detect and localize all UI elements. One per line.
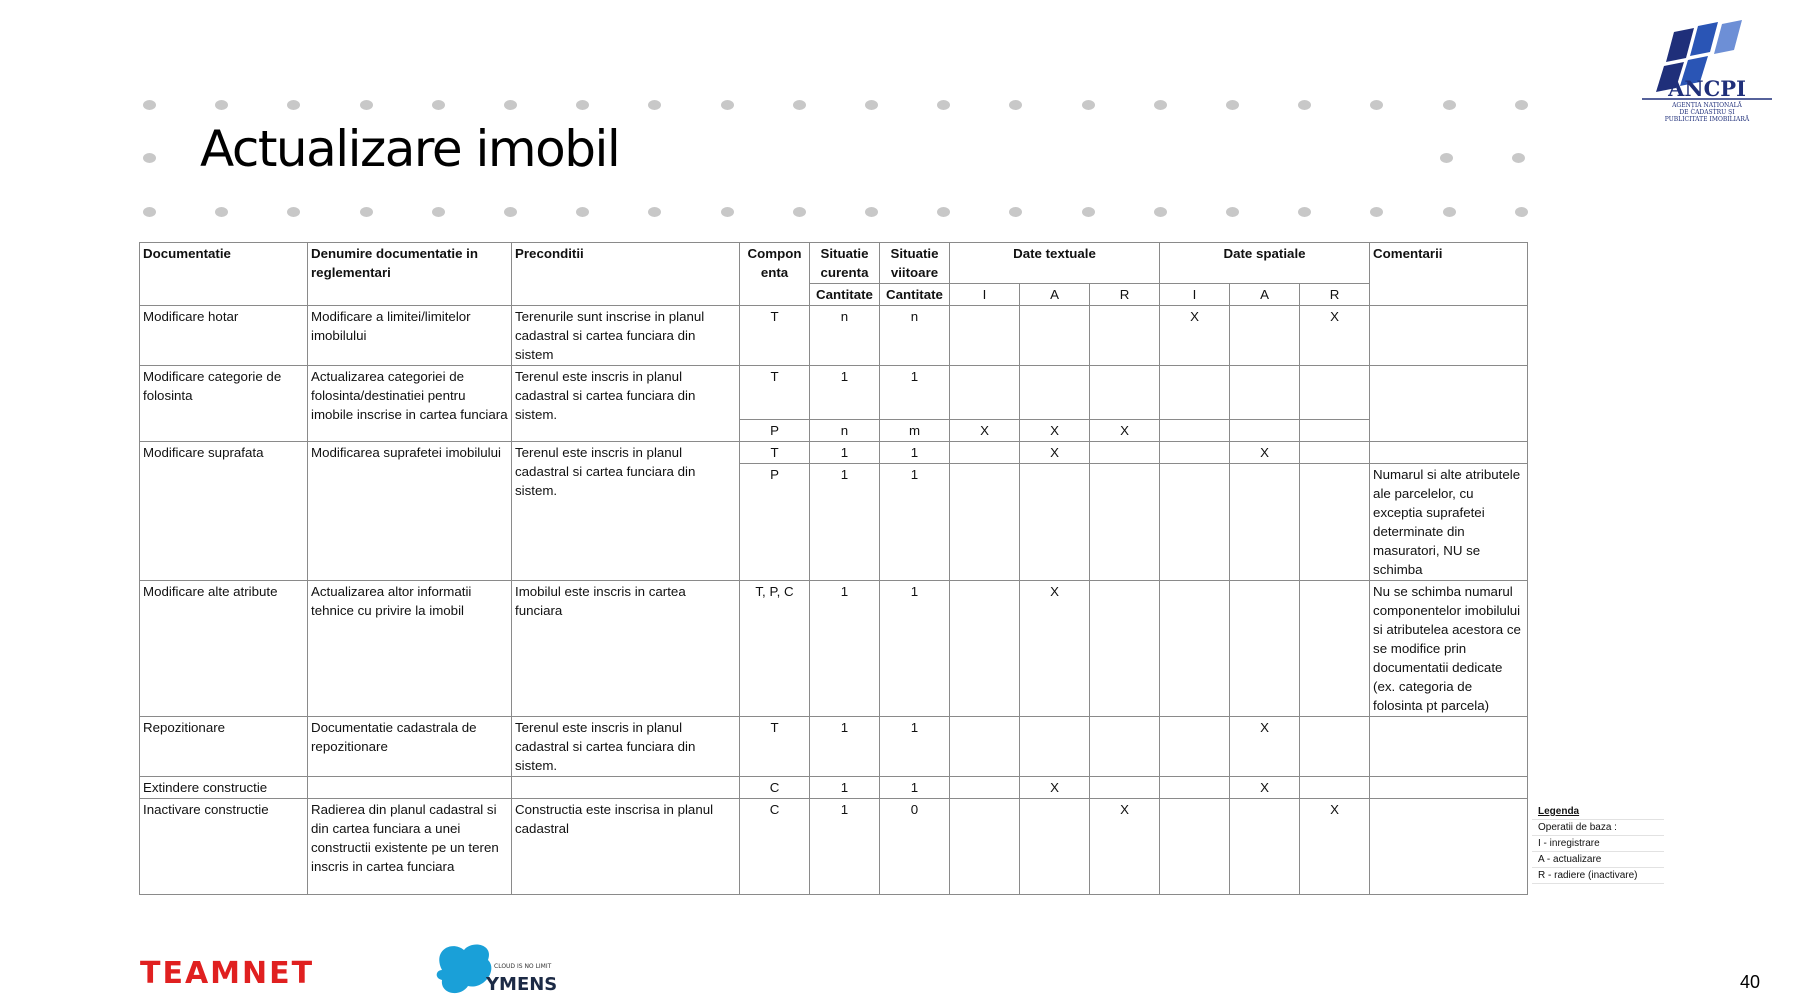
cell-spatial-i bbox=[1160, 420, 1230, 442]
cell-text-i bbox=[950, 799, 1020, 895]
cell-text-r bbox=[1090, 777, 1160, 799]
cell-text-r bbox=[1090, 581, 1160, 717]
header-situatie-curenta: Situatie curenta bbox=[810, 243, 880, 284]
decorative-dot bbox=[432, 207, 445, 217]
cell-sit-viitoare: 1 bbox=[880, 442, 950, 464]
cell-sit-curenta: n bbox=[810, 420, 880, 442]
cell-spatial-a bbox=[1230, 306, 1300, 366]
cell-documentatie: Repozitionare bbox=[140, 717, 308, 777]
cell-sit-curenta: 1 bbox=[810, 717, 880, 777]
cell-spatial-a: X bbox=[1230, 442, 1300, 464]
decorative-dot bbox=[432, 100, 445, 110]
cell-denumire: Actualizarea altor informatii tehnice cu privire la imobil bbox=[308, 581, 512, 717]
cell-spatial-r bbox=[1300, 581, 1370, 717]
cell-text-i bbox=[950, 777, 1020, 799]
cell-spatial-r bbox=[1300, 442, 1370, 464]
decorative-dot bbox=[1298, 207, 1311, 217]
cell-text-r bbox=[1090, 366, 1160, 420]
cell-sit-curenta: n bbox=[810, 306, 880, 366]
cell-text-r bbox=[1090, 442, 1160, 464]
cell-text-i bbox=[950, 717, 1020, 777]
table-row bbox=[140, 442, 1528, 464]
cell-comentarii bbox=[1370, 306, 1528, 366]
cell-sit-viitoare: 1 bbox=[880, 777, 950, 799]
cell-comentarii bbox=[1370, 717, 1528, 777]
decorative-dot bbox=[504, 100, 517, 110]
cell-denumire: Radierea din planul cadastral si din cartea funciara a unei constructii existente pe un teren inscris in cartea funciara bbox=[308, 799, 512, 895]
cell-documentatie: Modificare suprafata bbox=[140, 442, 308, 581]
cell-componenta: C bbox=[740, 799, 810, 895]
cell-text-i bbox=[950, 581, 1020, 717]
cell-sit-viitoare: 1 bbox=[880, 581, 950, 717]
cell-spatial-r: X bbox=[1300, 799, 1370, 895]
cell-spatial-a bbox=[1230, 420, 1300, 442]
cell-sit-viitoare: 1 bbox=[880, 717, 950, 777]
cell-sit-curenta: 1 bbox=[810, 366, 880, 420]
cell-text-r: X bbox=[1090, 420, 1160, 442]
legend-line: I - inregistrare bbox=[1532, 836, 1664, 852]
cell-denumire: Modificare a limitei/limitelor imobilului bbox=[308, 306, 512, 366]
decorative-dot bbox=[865, 100, 878, 110]
header-date-spatiale: Date spatiale bbox=[1160, 243, 1370, 284]
cell-text-i bbox=[950, 306, 1020, 366]
cell-sit-curenta: 1 bbox=[810, 464, 880, 581]
legend-line: A - actualizare bbox=[1532, 852, 1664, 868]
header-text-i: I bbox=[950, 284, 1020, 306]
decorative-dot bbox=[1515, 207, 1528, 217]
cell-spatial-r bbox=[1300, 420, 1370, 442]
cell-spatial-a bbox=[1230, 799, 1300, 895]
page-number: 40 bbox=[1740, 972, 1761, 992]
decorative-dot bbox=[287, 207, 300, 217]
cell-text-a bbox=[1020, 717, 1090, 777]
cell-spatial-i: X bbox=[1160, 306, 1230, 366]
cell-spatial-r bbox=[1300, 717, 1370, 777]
decorative-dot bbox=[937, 207, 950, 217]
cell-sit-viitoare: 0 bbox=[880, 799, 950, 895]
cell-text-i bbox=[950, 442, 1020, 464]
cell-spatial-r bbox=[1300, 464, 1370, 581]
table-row bbox=[140, 581, 1528, 717]
header-situatie-viitoare: Situatie viitoare bbox=[880, 243, 950, 284]
decorative-dot bbox=[1370, 100, 1383, 110]
cell-spatial-a bbox=[1230, 581, 1300, 717]
decorative-dot bbox=[143, 153, 156, 163]
legend-line: Operatii de baza : bbox=[1532, 820, 1664, 836]
cell-componenta: T bbox=[740, 717, 810, 777]
cell-spatial-i bbox=[1160, 464, 1230, 581]
table-row bbox=[140, 366, 1528, 420]
cell-comentarii bbox=[1370, 442, 1528, 464]
decorative-dot bbox=[1298, 100, 1311, 110]
decorative-dot bbox=[576, 100, 589, 110]
decorative-dot bbox=[793, 207, 806, 217]
cell-documentatie: Modificare alte atribute bbox=[140, 581, 308, 717]
header-cantitate-curenta: Cantitate bbox=[810, 284, 880, 306]
cell-preconditii: Constructia este inscrisa in planul cadastral bbox=[512, 799, 740, 895]
decorative-dot bbox=[1512, 153, 1525, 163]
cell-sit-viitoare: 1 bbox=[880, 366, 950, 420]
cell-spatial-a bbox=[1230, 366, 1300, 420]
cell-spatial-r bbox=[1300, 777, 1370, 799]
table-row bbox=[140, 717, 1528, 777]
header-cantitate-viitoare: Cantitate bbox=[880, 284, 950, 306]
table-row bbox=[140, 799, 1528, 895]
header-documentatie: Documentatie bbox=[140, 243, 308, 306]
cell-denumire: Actualizarea categoriei de folosinta/destinatiei pentru imobile inscrise in cartea funciara bbox=[308, 366, 512, 442]
decorative-dot bbox=[1440, 153, 1453, 163]
svg-text:PUBLICITATE IMOBILIARĂ: PUBLICITATE IMOBILIARĂ bbox=[1664, 116, 1750, 123]
cell-denumire bbox=[308, 777, 512, 799]
cell-preconditii: Imobilul este inscris in cartea funciara bbox=[512, 581, 740, 717]
cell-preconditii: Terenul este inscris in planul cadastral si cartea funciara din sistem. bbox=[512, 442, 740, 581]
decorative-dot bbox=[721, 100, 734, 110]
ancpi-logo bbox=[1636, 18, 1778, 131]
decorative-dot bbox=[648, 100, 661, 110]
table-row bbox=[140, 777, 1528, 799]
cell-preconditii: Terenurile sunt inscrise in planul cadastral si cartea funciara din sistem bbox=[512, 306, 740, 366]
svg-text:DE CADASTRU ȘI: DE CADASTRU ȘI bbox=[1679, 109, 1735, 116]
decorative-dot bbox=[1443, 100, 1456, 110]
decorative-dot bbox=[360, 207, 373, 217]
cell-componenta: T, P, C bbox=[740, 581, 810, 717]
cell-text-a: X bbox=[1020, 420, 1090, 442]
cell-sit-viitoare: 1 bbox=[880, 464, 950, 581]
decorative-dot bbox=[143, 100, 156, 110]
cell-componenta: P bbox=[740, 420, 810, 442]
decorative-dot bbox=[865, 207, 878, 217]
cell-text-a: X bbox=[1020, 442, 1090, 464]
ymens-wordmark: YMENS bbox=[486, 974, 558, 995]
cell-sit-curenta: 1 bbox=[810, 777, 880, 799]
cell-text-r bbox=[1090, 717, 1160, 777]
header-comentarii: Comentarii bbox=[1370, 243, 1528, 306]
table-row bbox=[140, 306, 1528, 366]
cell-text-r bbox=[1090, 464, 1160, 581]
cell-comentarii: Numarul si alte atributele ale parcelelor, cu exceptia suprafetei determinate din masuratori, NU se schimba bbox=[1370, 464, 1528, 581]
cell-text-a bbox=[1020, 464, 1090, 581]
header-text-a: A bbox=[1020, 284, 1090, 306]
cell-spatial-i bbox=[1160, 366, 1230, 420]
decorative-dot bbox=[215, 100, 228, 110]
header-date-textuale: Date textuale bbox=[950, 243, 1160, 284]
cell-spatial-i bbox=[1160, 717, 1230, 777]
ancpi-name: ANCPI bbox=[1668, 76, 1746, 101]
header-preconditii: Preconditii bbox=[512, 243, 740, 306]
cell-documentatie: Extindere constructie bbox=[140, 777, 308, 799]
cell-sit-viitoare: m bbox=[880, 420, 950, 442]
cell-spatial-a: X bbox=[1230, 717, 1300, 777]
cell-preconditii bbox=[512, 777, 740, 799]
cell-denumire: Modificarea suprafetei imobilului bbox=[308, 442, 512, 581]
cell-text-a bbox=[1020, 366, 1090, 420]
cell-text-r: X bbox=[1090, 799, 1160, 895]
cell-documentatie: Modificare categorie de folosinta bbox=[140, 366, 308, 442]
header-spatial-r: R bbox=[1300, 284, 1370, 306]
cell-spatial-a bbox=[1230, 464, 1300, 581]
teamnet-logo: TEAMNET bbox=[140, 956, 315, 991]
decorative-dot bbox=[1154, 100, 1167, 110]
decorative-dot bbox=[1443, 207, 1456, 217]
decorative-dot bbox=[1082, 207, 1095, 217]
cell-text-a bbox=[1020, 799, 1090, 895]
cell-text-a bbox=[1020, 306, 1090, 366]
decorative-dot bbox=[1226, 207, 1239, 217]
decorative-dot bbox=[721, 207, 734, 217]
decorative-dot bbox=[793, 100, 806, 110]
cell-text-i: X bbox=[950, 420, 1020, 442]
cell-componenta: T bbox=[740, 366, 810, 420]
cell-sit-curenta: 1 bbox=[810, 442, 880, 464]
cell-spatial-a: X bbox=[1230, 777, 1300, 799]
cell-spatial-i bbox=[1160, 442, 1230, 464]
cell-documentatie: Inactivare constructie bbox=[140, 799, 308, 895]
cell-text-a: X bbox=[1020, 581, 1090, 717]
cell-spatial-i bbox=[1160, 581, 1230, 717]
legend-title: Legenda bbox=[1532, 804, 1664, 820]
cell-sit-viitoare: n bbox=[880, 306, 950, 366]
header-componenta: Compon enta bbox=[740, 243, 810, 306]
decorative-dot bbox=[576, 207, 589, 217]
decorative-dot bbox=[1154, 207, 1167, 217]
legend-box bbox=[1532, 804, 1664, 884]
decorative-dot bbox=[1515, 100, 1528, 110]
decorative-dot bbox=[287, 100, 300, 110]
data-table bbox=[139, 242, 1528, 895]
decorative-dot bbox=[1082, 100, 1095, 110]
cell-preconditii: Terenul este inscris in planul cadastral si cartea funciara din sistem. bbox=[512, 366, 740, 442]
cell-text-r bbox=[1090, 306, 1160, 366]
cell-sit-curenta: 1 bbox=[810, 581, 880, 717]
cell-comentarii: Nu se schimba numarul componentelor imobilului si atributelea acestora ce se modifice prin documentatii dedicate (ex. categoria de folosinta pt parcela) bbox=[1370, 581, 1528, 717]
decorative-dot bbox=[648, 207, 661, 217]
decorative-dot bbox=[1370, 207, 1383, 217]
cell-comentarii bbox=[1370, 799, 1528, 895]
cell-documentatie: Modificare hotar bbox=[140, 306, 308, 366]
cell-text-i bbox=[950, 366, 1020, 420]
decorative-dot bbox=[1226, 100, 1239, 110]
header-text-r: R bbox=[1090, 284, 1160, 306]
cell-componenta: T bbox=[740, 306, 810, 366]
cell-spatial-r bbox=[1300, 366, 1370, 420]
cell-text-i bbox=[950, 464, 1020, 581]
decorative-dot bbox=[143, 207, 156, 217]
decorative-dot bbox=[504, 207, 517, 217]
cell-spatial-i bbox=[1160, 799, 1230, 895]
cell-comentarii bbox=[1370, 777, 1528, 799]
cell-comentarii bbox=[1370, 366, 1528, 442]
cell-componenta: P bbox=[740, 464, 810, 581]
header-spatial-i: I bbox=[1160, 284, 1230, 306]
cell-sit-curenta: 1 bbox=[810, 799, 880, 895]
cell-text-a: X bbox=[1020, 777, 1090, 799]
cell-denumire: Documentatie cadastrala de repozitionare bbox=[308, 717, 512, 777]
page-title: Actualizare imobil bbox=[200, 120, 620, 178]
cell-spatial-r: X bbox=[1300, 306, 1370, 366]
cell-componenta: C bbox=[740, 777, 810, 799]
header-denumire: Denumire documentatie in reglementari bbox=[308, 243, 512, 306]
cell-componenta: T bbox=[740, 442, 810, 464]
ymens-logo bbox=[432, 940, 582, 1000]
cell-preconditii: Terenul este inscris in planul cadastral si cartea funciara din sistem. bbox=[512, 717, 740, 777]
decorative-dot bbox=[1009, 100, 1022, 110]
ymens-tagline: CLOUD IS NO LIMIT bbox=[494, 963, 552, 970]
decorative-dot bbox=[937, 100, 950, 110]
legend-line: R - radiere (inactivare) bbox=[1532, 868, 1664, 884]
cell-spatial-i bbox=[1160, 777, 1230, 799]
decorative-dot bbox=[360, 100, 373, 110]
decorative-dot bbox=[215, 207, 228, 217]
header-spatial-a: A bbox=[1230, 284, 1300, 306]
svg-text:AGENȚIA NAȚIONALĂ: AGENȚIA NAȚIONALĂ bbox=[1672, 102, 1742, 109]
decorative-dot bbox=[1009, 207, 1022, 217]
